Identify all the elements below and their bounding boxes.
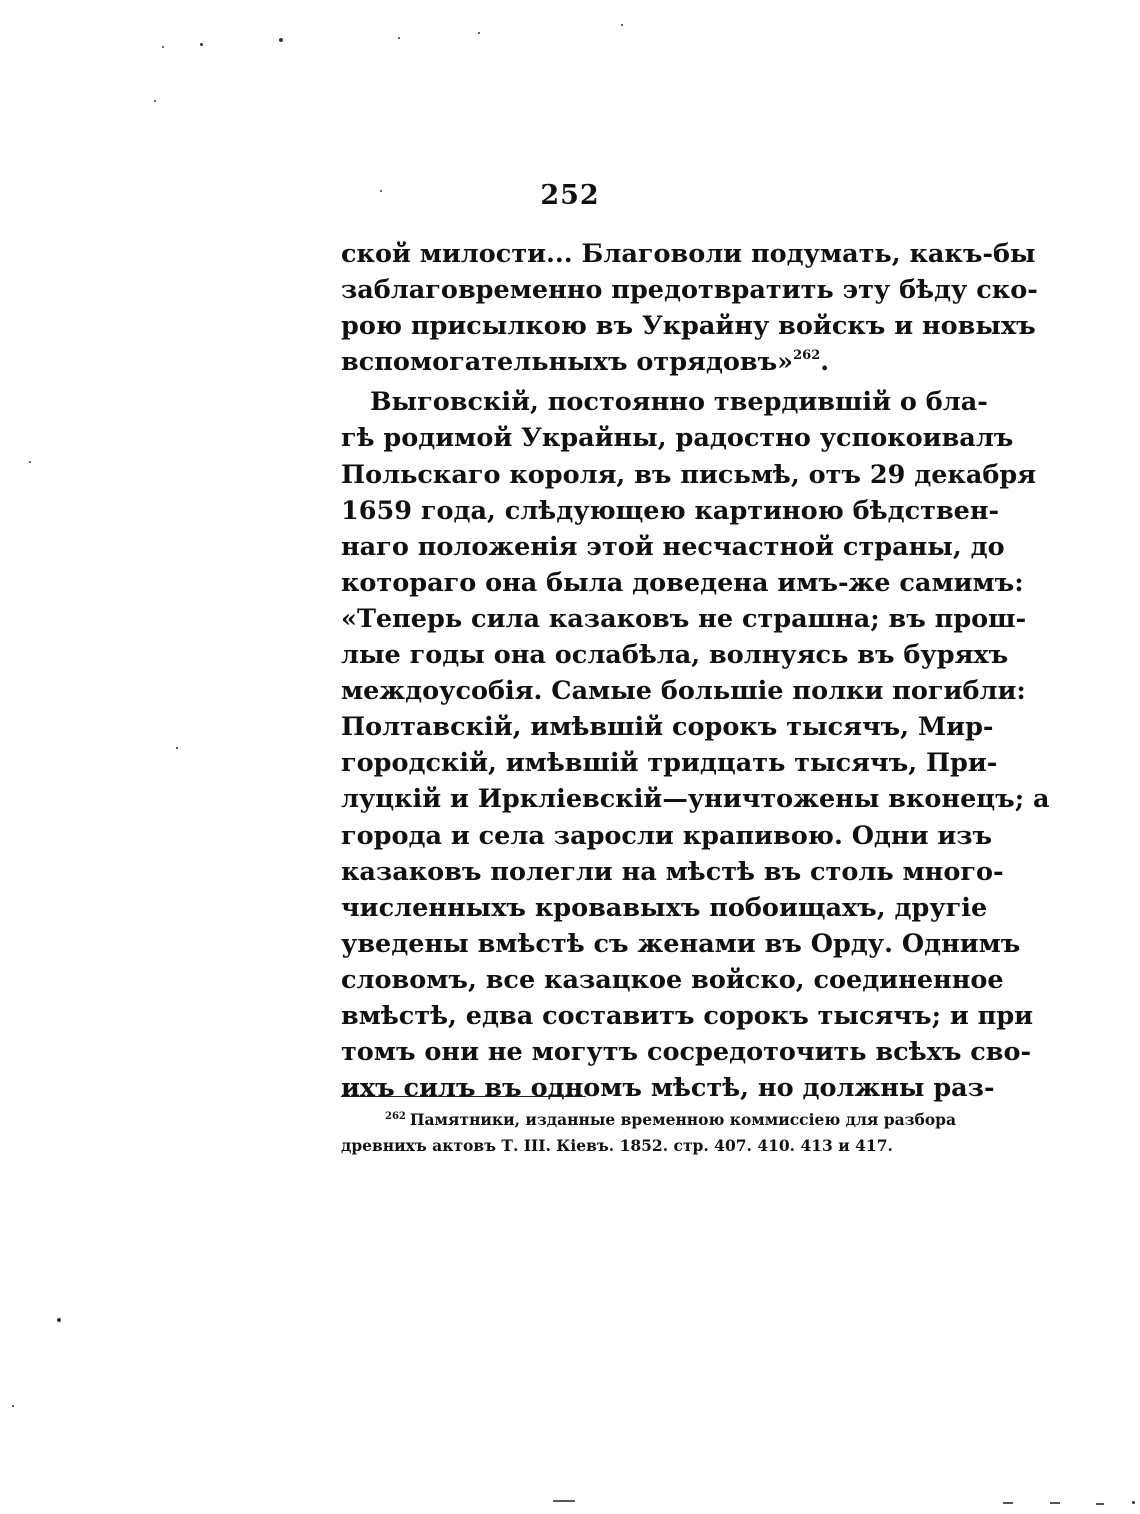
scan-speck xyxy=(162,46,164,48)
text-line: томъ они не могутъ сосредоточить всѣхъ сво- xyxy=(341,1037,1032,1068)
text-line: заблаговременно предотвратить эту бѣду ско- xyxy=(341,275,1038,306)
text-fragment: . xyxy=(820,347,830,378)
scan-speck xyxy=(154,100,156,102)
text-line: рою присылкою въ Украйну войскъ и новыхъ xyxy=(341,311,1036,342)
scan-speck xyxy=(29,461,31,463)
text-line: Выговскій, постоянно твердившій о бла- xyxy=(370,387,988,418)
text-line: луцкій и Ирклiевскій—уничтожены вконецъ; а xyxy=(341,784,1050,815)
text-line: котораго она была доведена имъ-же самимъ: xyxy=(341,567,1024,598)
scan-dash xyxy=(1050,1502,1060,1504)
text-fragment: вспомогательныхъ отрядовъ» xyxy=(341,347,794,378)
footnote xyxy=(341,1107,957,1159)
text-line: вмѣстѣ, едва составитъ сорокъ тысячъ; и при xyxy=(341,1000,1034,1031)
text-line xyxy=(341,344,926,380)
scan-dash xyxy=(1096,1503,1104,1505)
text-line: ихъ силъ въ одномъ мѣстѣ, но должны раз- xyxy=(341,1073,995,1104)
scan-speck xyxy=(12,1405,14,1407)
footnote-reference: 262 xyxy=(793,348,821,364)
text-line: словомъ, все казацкое войско, соединенное xyxy=(341,964,1004,995)
footnote-divider xyxy=(341,1096,586,1097)
scan-speck xyxy=(478,32,480,34)
scan-speck xyxy=(200,43,203,46)
scan-speck xyxy=(279,38,283,42)
scan-speck xyxy=(176,747,178,749)
body-text xyxy=(341,236,1050,1106)
text-line: города и села заросли крапивою. Одни изъ xyxy=(341,820,993,851)
scan-speck xyxy=(57,1318,61,1322)
footnote-number: 262 xyxy=(385,1111,406,1122)
text-line: ской милости... Благоволи подумать, какъ-бы xyxy=(341,239,1036,269)
text-line: наго положенія этой несчастной страны, до xyxy=(341,531,1005,562)
text-line: численныхъ кровавыхъ побоищахъ, другіе xyxy=(341,892,988,923)
text-line: уведены вмѣстѣ съ женами въ Орду. Однимъ xyxy=(341,928,1021,959)
text-line: 1659 года, слѣдующею картиною бѣдствен- xyxy=(341,495,1000,526)
text-line: междоусобія. Самые большіе полки погибли: xyxy=(341,676,1026,707)
footnote-line: древнихъ актовъ Т. III. Кіевъ. 1852. стр. 407. 410. 413 и 417. xyxy=(341,1136,893,1155)
text-line: Полтавскій, имѣвшій сорокъ тысячъ, Мир- xyxy=(341,712,994,743)
text-line: лые годы она ослабѣла, волнуясь въ буряхъ xyxy=(341,640,1009,671)
scan-dash xyxy=(553,1500,575,1502)
text-line: казаковъ полегли на мѣстѣ въ столь много- xyxy=(341,856,1004,887)
scan-speck xyxy=(621,24,623,26)
page-number: 252 xyxy=(540,180,600,211)
text-line: Польскаго короля, въ письмѣ, отъ 29 декабря xyxy=(341,459,1037,490)
text-line: городскій, имѣвшій тридцать тысячъ, При- xyxy=(341,748,998,779)
text-line: «Теперь сила казаковъ не страшна; въ прош- xyxy=(341,603,1027,634)
footnote-line xyxy=(341,1107,957,1133)
scan-speck xyxy=(1132,1501,1135,1504)
scan-dash xyxy=(1003,1502,1013,1504)
scan-speck xyxy=(398,37,400,39)
footnote-text: Памятники, изданные временною коммиссіею для разбора xyxy=(409,1110,957,1129)
text-line: гѣ родимой Украйны, радостно успокоивалъ xyxy=(341,423,1014,454)
